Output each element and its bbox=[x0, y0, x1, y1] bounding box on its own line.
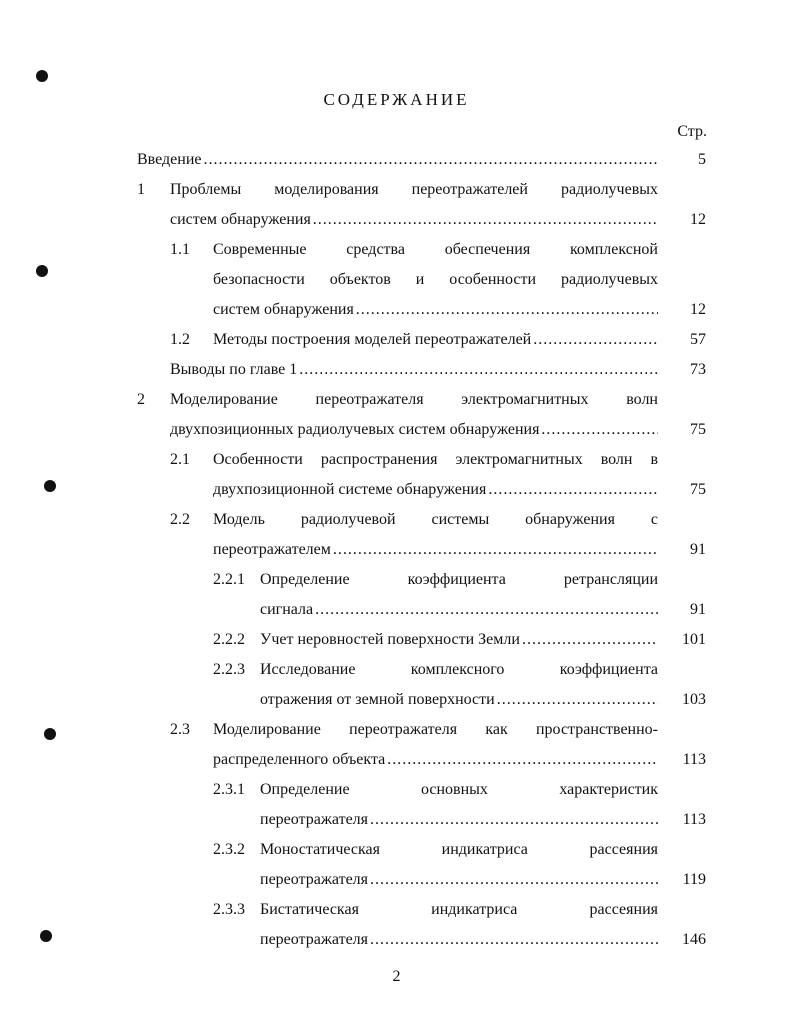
page-column-header: Стр. bbox=[677, 123, 707, 140]
dot-leader bbox=[315, 595, 658, 625]
dot-leader bbox=[299, 355, 658, 385]
toc-entry-text: Модель радиолучевой системы обнаружения с bbox=[213, 511, 658, 528]
toc-entry-text: Моделирование переотражателя как пространственно- bbox=[213, 721, 658, 738]
toc-entry-text: Исследование комплексного коэффициента bbox=[260, 661, 658, 678]
toc-entry-number: 2.2.1 bbox=[213, 571, 245, 588]
toc-entry-text: Проблемы моделирования переотражателей радиолучевых bbox=[170, 181, 658, 198]
toc-page-number: 146 bbox=[682, 931, 706, 948]
toc-entry-line bbox=[260, 895, 658, 925]
toc-entry-line bbox=[213, 445, 658, 475]
punch-hole-mark bbox=[36, 265, 48, 277]
toc-entry-text: Моделирование переотражателя электромагнитных волн bbox=[170, 391, 658, 408]
toc-entry-line bbox=[213, 535, 658, 565]
toc-page-number: 113 bbox=[682, 751, 706, 768]
toc-entry-line bbox=[260, 865, 658, 895]
toc-entry-number: 2.3.2 bbox=[213, 841, 245, 858]
toc-page-number: 12 bbox=[690, 301, 706, 318]
toc-entry-line bbox=[170, 175, 658, 205]
toc-entry-number: 2.3 bbox=[170, 721, 190, 738]
toc-entry-number: 2.3.3 bbox=[213, 901, 245, 918]
toc-entry-number: 2.2.2 bbox=[213, 631, 245, 648]
dot-leader bbox=[313, 205, 658, 235]
toc-entry-text: переотражателя bbox=[260, 811, 369, 828]
toc-entry-text: двухпозиционной системе обнаружения bbox=[213, 481, 487, 498]
toc-entry-number: 2.2 bbox=[170, 511, 190, 528]
toc-entry-text: систем обнаружения bbox=[170, 211, 311, 228]
toc-entry-line bbox=[260, 805, 658, 835]
toc-entry-text: переотражателя bbox=[260, 871, 369, 888]
toc-entry-line bbox=[213, 715, 658, 745]
toc-entry-text: Современные средства обеспечения комплексной bbox=[213, 241, 658, 258]
toc-entry-text: отражения от земной поверхности bbox=[260, 691, 495, 708]
toc-page-number: 101 bbox=[682, 631, 706, 648]
punch-hole-mark bbox=[44, 480, 56, 492]
dot-leader bbox=[387, 745, 658, 775]
toc-entry-text: Бистатическая индикатриса рассеяния bbox=[260, 901, 658, 918]
dot-leader bbox=[370, 865, 658, 895]
toc-entry-number: 2.3.1 bbox=[213, 781, 245, 798]
page-number: 2 bbox=[392, 968, 401, 985]
toc-entry-line bbox=[213, 505, 658, 535]
toc-page-number: 75 bbox=[690, 421, 706, 438]
dot-leader bbox=[333, 535, 658, 565]
toc-entry-line bbox=[260, 595, 658, 625]
toc-page-number: 119 bbox=[682, 871, 706, 888]
dot-leader bbox=[522, 625, 658, 655]
toc-entry-text: сигнала bbox=[260, 601, 314, 618]
toc-entry-line bbox=[213, 325, 658, 355]
dot-leader bbox=[370, 925, 658, 955]
toc-page-number: 5 bbox=[698, 151, 706, 168]
toc-entry-line bbox=[213, 265, 658, 295]
toc-entry-line bbox=[260, 565, 658, 595]
toc-entry-text: Особенности распространения электромагнитных волн в bbox=[213, 451, 658, 468]
dot-leader bbox=[370, 805, 658, 835]
toc-entry-text: систем обнаружения bbox=[213, 301, 354, 318]
page-title: СОДЕРЖАНИЕ bbox=[323, 90, 470, 109]
toc-page-number: 91 bbox=[690, 601, 706, 618]
toc-entry-line bbox=[170, 205, 658, 235]
toc-page-number: 12 bbox=[690, 211, 706, 228]
dot-leader bbox=[541, 415, 658, 445]
toc-entry-line bbox=[213, 235, 658, 265]
toc-entry-text: переотражателем bbox=[213, 541, 331, 558]
toc-entry-line bbox=[260, 655, 658, 685]
toc-entry-number: 2.2.3 bbox=[213, 661, 245, 678]
toc-entry-text: переотражателя bbox=[260, 931, 369, 948]
toc-entry-text: Методы построения моделей переотражателей bbox=[213, 331, 532, 348]
dot-leader bbox=[533, 325, 658, 355]
toc-page-number: 57 bbox=[690, 331, 706, 348]
toc-entry-line bbox=[260, 835, 658, 865]
toc-entry-text: Моностатическая индикатриса рассеяния bbox=[260, 841, 658, 858]
toc-entry-number: 2 bbox=[137, 391, 145, 408]
toc-page-number: 91 bbox=[690, 541, 706, 558]
toc-entry-line bbox=[213, 295, 658, 325]
toc-entry-text: Определение коэффициента ретрансляции bbox=[260, 571, 658, 588]
toc-entry-line bbox=[137, 145, 658, 175]
dot-leader bbox=[356, 295, 658, 325]
toc-entry-text: Определение основных характеристик bbox=[260, 781, 658, 798]
toc-entry-number: 1 bbox=[137, 181, 145, 198]
toc-entry-line bbox=[260, 925, 658, 955]
toc-entry-line bbox=[213, 475, 658, 505]
toc-page-number: 75 bbox=[690, 481, 706, 498]
toc-entry-text: Учет неровностей поверхности Земли bbox=[260, 631, 520, 648]
toc-entry-line bbox=[170, 385, 658, 415]
punch-hole-mark bbox=[44, 728, 56, 740]
toc-entry-line bbox=[170, 415, 658, 445]
toc-entry-line bbox=[260, 625, 658, 655]
toc-entry-text: двухпозиционных радиолучевых систем обнаружения bbox=[170, 421, 540, 438]
toc-entry-text: Введение bbox=[137, 151, 202, 168]
dot-leader bbox=[497, 685, 658, 715]
toc-entry-number: 2.1 bbox=[170, 451, 190, 468]
toc-entry-number: 1.2 bbox=[170, 331, 190, 348]
toc-entry-line bbox=[213, 745, 658, 775]
toc-entry-text: Выводы по главе 1 bbox=[170, 361, 298, 378]
dot-leader bbox=[204, 145, 659, 175]
toc-entry-text: безопасности объектов и особенности радиолучевых bbox=[213, 271, 658, 288]
dot-leader bbox=[488, 475, 658, 505]
toc-entry-line bbox=[260, 685, 658, 715]
toc-page-number: 103 bbox=[682, 691, 706, 708]
toc-entry-line bbox=[260, 775, 658, 805]
toc-page-number: 73 bbox=[690, 361, 706, 378]
toc-entry-line bbox=[170, 355, 658, 385]
toc-entry-number: 1.1 bbox=[170, 241, 190, 258]
punch-hole-mark bbox=[36, 70, 48, 82]
toc-page-number: 113 bbox=[682, 811, 706, 828]
punch-hole-mark bbox=[40, 930, 52, 942]
toc-entry-text: распределенного объекта bbox=[213, 751, 386, 768]
